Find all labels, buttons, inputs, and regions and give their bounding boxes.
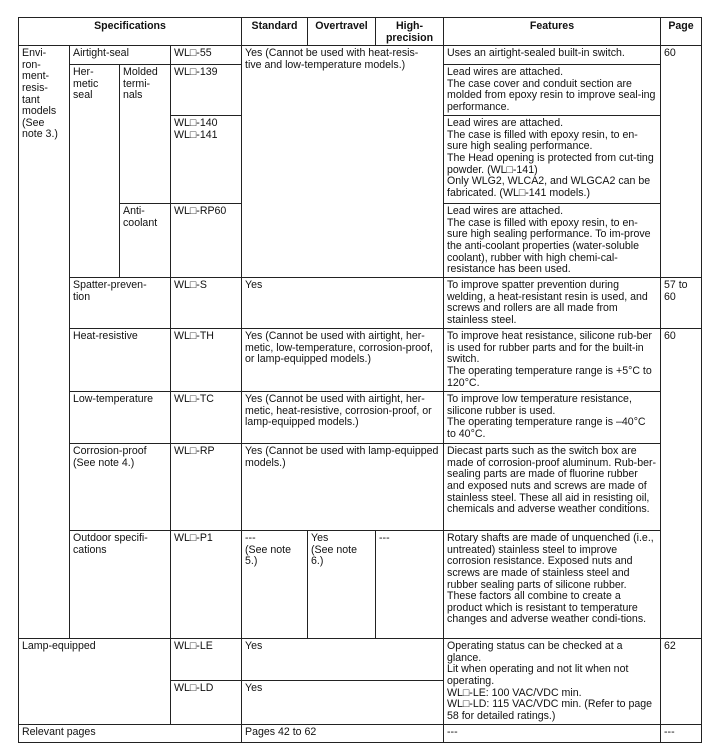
features: To improve spatter prevention during welding, a heat-resistant resin is used, and screws and rollers are all made from stainless steel. <box>444 278 661 329</box>
header-specifications: Specifications <box>19 18 242 46</box>
header-row <box>19 18 702 46</box>
high-precision: --- <box>376 531 444 639</box>
standard: Yes (Cannot be used with airtight, her-metic, heat-resistive, corrosion-proof, or lamp-equipped models.) <box>242 392 444 444</box>
molded-terminals-label: Molded termi- nals <box>120 65 171 204</box>
page: 60 <box>661 46 702 278</box>
standard: Yes (Cannot be used with lamp-equipped models.) <box>242 444 444 531</box>
model: WL□-P1 <box>171 531 242 639</box>
model: WL□-LE <box>171 639 242 681</box>
model: WL□-TC <box>171 392 242 444</box>
env-group-label: Envi- ron- ment- resis- tant models (See note 3.) <box>19 46 70 639</box>
spec-name: Low-temperature <box>70 392 171 444</box>
specifications-table <box>18 17 702 743</box>
model: WL□-139 <box>171 65 242 116</box>
features: Lead wires are attached. The case is filled with epoxy resin, to en-sure high sealing performance. To im-prove the anti-coolant properties (water-soluble coolant), rubber with high chemi-cal-resistance has been used. <box>444 204 661 278</box>
page: --- <box>661 725 702 743</box>
table-row <box>19 444 702 531</box>
spec-name: Lamp-equipped <box>19 639 171 725</box>
features: Operating status can be checked at a glance. Lit when operating and not lit when not operating. WL□-LE: 100 VAC/VDC min. WL□-LD: 115 VAC/VDC min. (Refer to page 58 for detailed ratings.) <box>444 639 661 725</box>
anti-coolant-label: Anti- coolant <box>120 204 171 278</box>
table-row <box>19 392 702 444</box>
standard: --- (See note 5.) <box>242 531 308 639</box>
header-standard: Standard <box>242 18 308 46</box>
table-row <box>19 46 702 65</box>
standard: Yes (Cannot be used with airtight, her-metic, low-temperature, corrosion-proof, or lamp-equipped models.) <box>242 329 444 392</box>
header-overtravel: Overtravel <box>308 18 376 46</box>
model: WL□-LD <box>171 681 242 725</box>
model: WL□-S <box>171 278 242 329</box>
spec-name: Relevant pages <box>19 725 242 743</box>
header-features: Features <box>444 18 661 46</box>
model: WL□-55 <box>171 46 242 65</box>
features: --- <box>444 725 661 743</box>
overtravel: Yes (See note 6.) <box>308 531 376 639</box>
header-page: Page <box>661 18 702 46</box>
standard: Pages 42 to 62 <box>242 725 444 743</box>
spec-name: Heat-resistive <box>70 329 171 392</box>
features: Rotary shafts are made of unquenched (i.e., untreated) stainless steel to improve corrosion resistance. Exposed nuts and screws are made of stainless steel and rubber sealing parts of silicone rubber. These factors all combine to create a product which is resistant to temperature changes and adverse weather condi-tions. <box>444 531 661 639</box>
standard: Yes (Cannot be used with heat-resis- tive and low-temperature models.) <box>242 46 444 278</box>
features: Diecast parts such as the switch box are made of corrosion-proof aluminum. Rub-ber-sealing parts are made of fluorine rubber and exposed nuts and screws are made of stainless steel. These all aid in resisting oil, chemicals and adverse weather conditions. <box>444 444 661 531</box>
features: To improve low temperature resistance, silicone rubber is used. The operating temperature range is –40°C to 40°C. <box>444 392 661 444</box>
standard: Yes <box>242 639 444 681</box>
table-row <box>19 278 702 329</box>
standard: Yes <box>242 681 444 725</box>
model: WL□-140 WL□-141 <box>171 116 242 204</box>
spec-name: Airtight-seal <box>70 46 171 65</box>
hermetic-seal-label: Her- metic seal <box>70 65 120 278</box>
page: 62 <box>661 639 702 725</box>
model: WL□-TH <box>171 329 242 392</box>
features: Lead wires are attached. The case cover and conduit section are molded from epoxy resin to improve seal-ing performance. <box>444 65 661 116</box>
table-row <box>19 639 702 681</box>
table-row <box>19 329 702 392</box>
page: 60 <box>661 329 702 639</box>
features: To improve heat resistance, silicone rub-ber is used for rubber parts and for the built-in switch. The operating temperature range is +5°C to 120°C. <box>444 329 661 392</box>
model: WL□-RP60 <box>171 204 242 278</box>
spec-name: Spatter-preven- tion <box>70 278 171 329</box>
table-row <box>19 725 702 743</box>
standard: Yes <box>242 278 444 329</box>
page: 57 to 60 <box>661 278 702 329</box>
spec-name: Corrosion-proof (See note 4.) <box>70 444 171 531</box>
header-high-precision: High- precision <box>376 18 444 46</box>
model: WL□-RP <box>171 444 242 531</box>
features: Lead wires are attached. The case is filled with epoxy resin, to en-sure high sealing performance. The Head opening is protected from cut-ting powder. (WL□-141) Only WLG2, WLCA2, and WLGCA2 can be fabricated. (WL□-141 models.) <box>444 116 661 204</box>
spec-name: Outdoor specifi- cations <box>70 531 171 639</box>
table-row <box>19 531 702 639</box>
features: Uses an airtight-sealed built-in switch. <box>444 46 661 65</box>
